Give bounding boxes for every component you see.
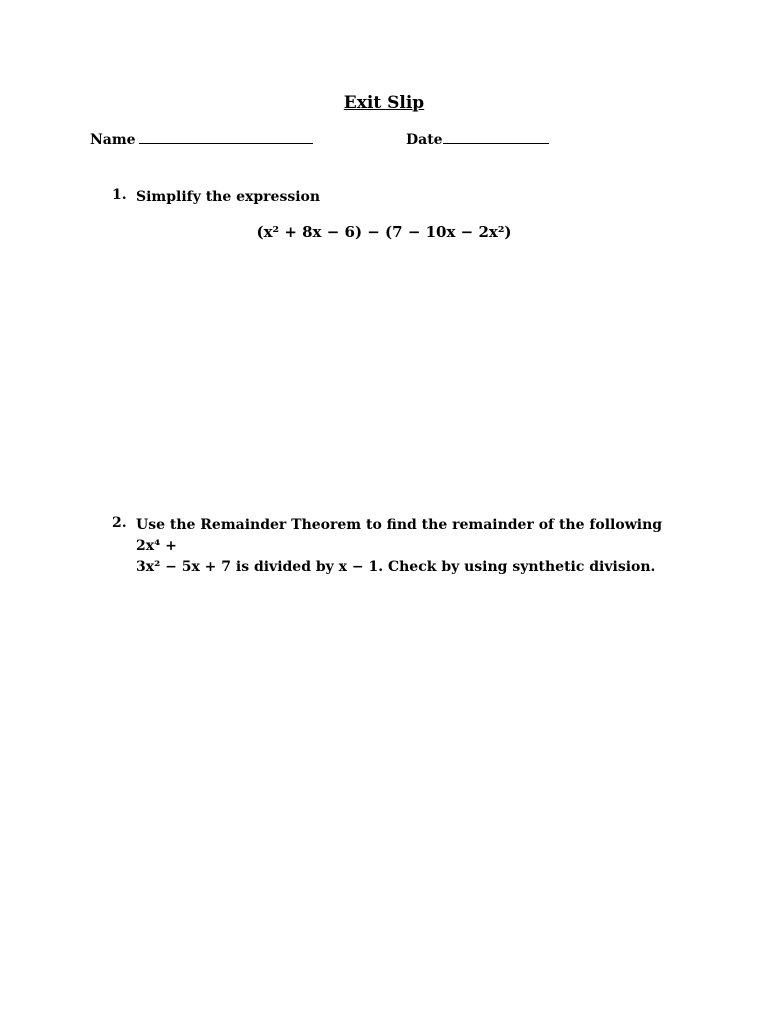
question-2-line-2: 3x² − 5x + 7 is divided by x − 1. Check by using synthetic division. <box>136 559 656 575</box>
question-1-number: 1. <box>112 187 127 203</box>
name-field <box>90 132 313 148</box>
question-2-line-1: Use the Remainder Theorem to find the remainder of the following 2x⁴ + <box>136 517 663 554</box>
name-label: Name <box>90 132 136 148</box>
question-1-expression: (x² + 8x − 6) − (7 − 10x − 2x²) <box>256 223 512 241</box>
question-2-number: 2. <box>112 515 127 531</box>
date-field <box>406 132 549 148</box>
question-1-text: Simplify the expression <box>136 189 321 205</box>
question-2-text <box>136 515 676 578</box>
date-label: Date <box>406 132 443 148</box>
date-blank-line[interactable] <box>443 133 549 144</box>
name-blank-line[interactable] <box>139 133 313 144</box>
page-title: Exit Slip <box>343 93 425 113</box>
